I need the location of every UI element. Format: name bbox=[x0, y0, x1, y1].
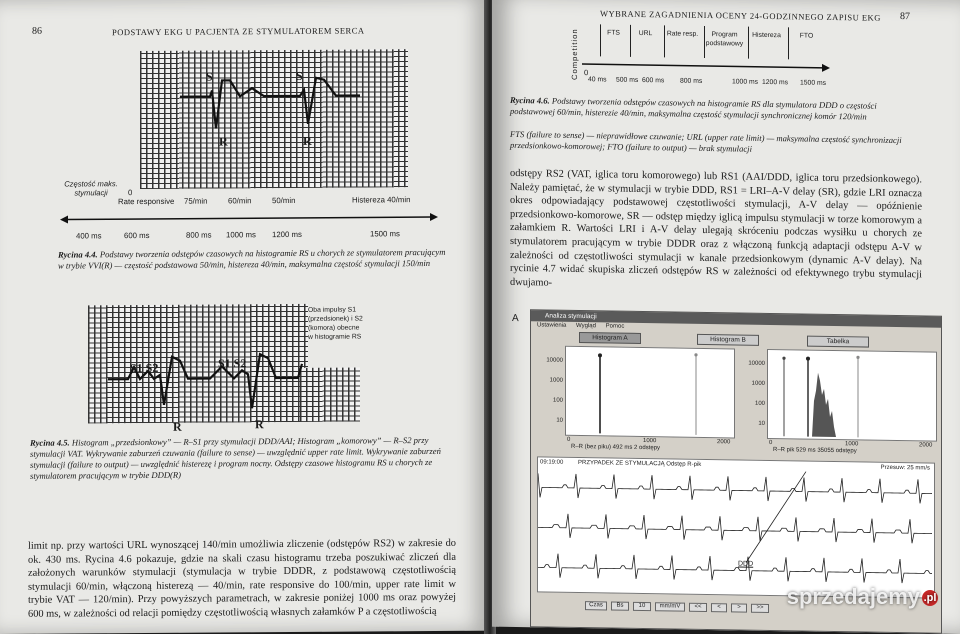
running-header-right: WYBRANE ZAGADNIENIA OCENY 24-GODZINNEGO ZAPISU EKG bbox=[600, 8, 881, 23]
fig44-rate-label: Rate responsive bbox=[118, 196, 175, 207]
left-hist-ytick: 100 bbox=[552, 397, 563, 404]
fig46-ms-tick: 500 ms bbox=[616, 76, 639, 84]
fig46-ms-tick: 800 ms bbox=[680, 77, 703, 85]
fig46-box-label: Rate resp. bbox=[664, 25, 700, 58]
left-hist-ytick: 10000 bbox=[546, 357, 563, 364]
fig44-ms-tick: 800 ms bbox=[186, 230, 212, 240]
ecg-time: 09:19:00 bbox=[540, 459, 564, 466]
fig46-caption2: FTS (failure to sense) — nieprawidłowe czuwanie; URL (upper rate limit) — maksymalna częstość synchronizacji przedsionkowo-komorowej; FTO (failure to output) — brak stymulacji bbox=[510, 128, 902, 154]
fig45-caption-text: Histogram „przedsionkowy” — R–S1 przy stymulacji DDD/AAI; Histogram „komorowy” — R–S2 przy stymulacji VAT. Wykrywanie zaburzeń czuwania (failure to sense) — uwzględnić upper rate limit. Wykrywanie zaburzeń stymulacji (failure to output) — uwzględnić histerezę i program nocny. Odstępy czasowe histogramu RS u chorych ze stymulatorem pracującym w trybie DDD(R) bbox=[30, 435, 441, 481]
ecg-header-right: Przesuw: 25 mm/s bbox=[880, 464, 930, 472]
ctrl-bs-button[interactable]: Bs bbox=[611, 602, 629, 611]
right-hist-xtick: 0 bbox=[769, 439, 773, 447]
fig45-s1s2-b: S1 S2 bbox=[218, 356, 247, 371]
fig44-axis-title: Częstość maks. stymulacji bbox=[64, 179, 118, 198]
left-hist-stat: R–R (bez piku) 492 ms 2 odstępy bbox=[571, 443, 661, 452]
fig46-caption bbox=[510, 95, 920, 123]
fig44-ms-tick: 600 ms bbox=[124, 230, 150, 241]
fig44-rate-label: Histereza 40/min bbox=[352, 195, 411, 205]
menu-item-wyglad[interactable]: Wygląd bbox=[576, 322, 596, 330]
fig45-r1-label: R bbox=[173, 419, 182, 434]
fig44-ms-tick: 1500 ms bbox=[370, 229, 400, 239]
ctrl-gain-button[interactable]: 10 bbox=[633, 602, 651, 611]
menu-item-ustawienia[interactable]: Ustawienia bbox=[537, 322, 567, 329]
watermark-tld: .pl bbox=[923, 592, 937, 605]
fig45-legend: Oba impulsy S1 (przedsionek) i S2 (komora) obecne w histogramie RS bbox=[308, 306, 363, 341]
fig44-ecg-trace bbox=[140, 49, 408, 189]
fig46-time-axis bbox=[582, 54, 832, 78]
ecg-trace-line bbox=[538, 473, 932, 503]
right-hist-ytick: 10 bbox=[758, 420, 765, 427]
fig45-r2-label: R bbox=[255, 417, 264, 432]
fig44-ms-tick: 1200 ms bbox=[272, 229, 302, 240]
ctrl-units-button[interactable]: mm/mV bbox=[655, 602, 685, 611]
fig46-ms-tick: 40 ms bbox=[588, 76, 607, 84]
ecg-trace-line bbox=[538, 553, 932, 583]
ctrl-next-button[interactable]: > bbox=[731, 603, 747, 612]
fig45-s1s2-a: S1 S2 bbox=[130, 360, 159, 376]
fig46-ms-tick: 1500 ms bbox=[800, 79, 827, 87]
watermark-text: sprzedajemy bbox=[786, 584, 920, 609]
fig44-r2-label: R bbox=[303, 133, 312, 148]
right-hist-ytick: 1000 bbox=[751, 380, 765, 387]
left-hist-yticks bbox=[535, 350, 563, 430]
ctrl-czas-button[interactable]: Czas bbox=[585, 601, 607, 610]
running-header-left: PODSTAWY EKG U PACJENTA ZE STYMULATOREM SERCA bbox=[112, 25, 365, 38]
histogram-left-plot bbox=[566, 347, 734, 438]
right-hist-xtick: 2000 bbox=[919, 442, 933, 449]
fig46-ms-tick: 1200 ms bbox=[762, 78, 789, 87]
ecg-strip-panel bbox=[537, 456, 935, 598]
right-hist-stat: R–R pik 529 ms 35055 odstępy bbox=[773, 447, 857, 455]
fig44-s1-label: S bbox=[206, 69, 213, 84]
ctrl-prev-button[interactable]: < bbox=[711, 603, 727, 612]
fig46-box-label: FTO bbox=[788, 27, 824, 60]
left-hist-ytick: 10 bbox=[556, 417, 563, 424]
left-body-text: limit np. przy wartości URL wynoszącej 140/min umożliwia zliczenie (odstępów RS2) w zakresie do ok. 430 ms. Rycina 4.6 pokazuje, gdzie na skali czasu histogramu trzeba poszukiwać zliczeń dla założonych warunków stymulacji (stymulacja w trybie DDDR, z podstawową częstotliwością stymulacji 60/min, włączoną histerezą — 40/min, rate responsive do 100/min, upper rate limit w trybie VAT — 120/min). Przy powyższych parametrach, w zakresie poniżej 1000 ms oraz powyżej 600 ms, w zależności od relacji pomiędzy częstotliwością własnych załamków P a częstotliwością bbox=[28, 537, 456, 620]
fig46-box-label: FTS bbox=[600, 24, 626, 56]
right-hist-ytick: 100 bbox=[754, 400, 765, 407]
ecg-annotation: DDD bbox=[738, 560, 754, 568]
tab-histogram-a[interactable]: Histogram A bbox=[579, 332, 641, 344]
left-hist-xtick: 0 bbox=[567, 436, 571, 443]
right-page bbox=[492, 0, 960, 634]
fig46-box-label: Histereza bbox=[748, 27, 784, 60]
fig44-rate-label: 60/min bbox=[228, 196, 252, 206]
page-number-right: 87 bbox=[900, 11, 910, 23]
fig44-caption-label: Rycina 4.4. bbox=[58, 249, 98, 260]
page-number-left: 86 bbox=[32, 25, 42, 37]
fig44-caption-text: Podstawy tworzenia odstępów czasowych na histogramie RS u chorych ze stymulatorem pracującym w trybie VVI(R) — częstość podstawowa 50/min, histereza 40/min, maksymalna częstość stymulacji 150/min bbox=[58, 246, 446, 271]
histogram-left bbox=[565, 346, 735, 439]
fig44-zero: 0 bbox=[128, 188, 133, 198]
fig46-zero: 0 bbox=[584, 68, 589, 78]
fig44-ms-tick: 1000 ms bbox=[226, 230, 256, 240]
fig45-caption bbox=[30, 435, 450, 482]
left-hist-xtick: 2000 bbox=[717, 439, 731, 446]
ecg-header-label: PRZYPADEK ZE STYMULACJĄ Odstęp R-pik bbox=[578, 459, 702, 468]
fig46-ms-tick: 600 ms bbox=[642, 77, 665, 85]
fig46-box-label: Program podstawowy bbox=[704, 26, 744, 59]
fig46-box-label: URL bbox=[630, 25, 660, 57]
fig44-s2-label: S bbox=[296, 68, 303, 83]
ctrl-forward-button[interactable]: >> bbox=[751, 604, 769, 613]
panel-label-a: A bbox=[512, 312, 519, 325]
right-body-text: odstępy RS2 (VAT, iglica toru komorowego) lub RS1 (AAI/DDD, iglica toru przedsionkowego). Należy pamiętać, że w stymulacji w trybie DDD, RS1 = LRI–A-V delay (SR), gdzie LRI oznacza okres odpowiadający podstawowej częstotliwości stymulacji, A-V delay — opóźnienie przedsionkowo-komorowe, SR — odstęp między iglicą impulsu stymulacji w torze komorowym a załamkiem R. Wartości LRI i A-V delay ulegają skróceniu podczas wysiłku u chorych ze stymulatorem pracującym w trybie DDDR oraz z włączoną funkcją adaptacji odstępu A-V w zależności od częstotliwości stymulacji w kanale przedsionkowym (dynamic A-V delay). Na rycinie 4.7 widać skupiska zliczeń odstępów RS w zależności od efektywnego trybu stymulacji dwujamo- bbox=[510, 167, 922, 289]
left-hist-ytick: 1000 bbox=[549, 377, 563, 384]
ecg-trace-line bbox=[538, 513, 932, 543]
fig44-time-axis bbox=[60, 207, 440, 230]
ecg-traces bbox=[538, 464, 934, 597]
left-hist-xtick: 1000 bbox=[643, 438, 657, 445]
fig46-caption-text: Podstawy tworzenia odstępów czasowych na histogramie RS dla stymulatora DDD o częstości podstawowej 60/min, histerezie 40/min, maksymalna częstość stymulacji synchronicznej komór 120/min bbox=[510, 95, 877, 122]
right-hist-ytick: 10000 bbox=[748, 360, 765, 367]
window-title: Analiza stymulacji bbox=[531, 310, 941, 327]
ctrl-rewind-button[interactable]: << bbox=[689, 603, 707, 612]
fig44-caption bbox=[58, 247, 448, 272]
right-hist-yticks bbox=[737, 353, 765, 433]
fig44-ms-tick: 400 ms bbox=[76, 231, 102, 241]
tab-histogram-b[interactable]: Histogram B bbox=[697, 334, 759, 346]
fig44-rate-label: 75/min bbox=[184, 196, 208, 206]
right-hist-xtick: 1000 bbox=[845, 441, 859, 448]
histogram-right bbox=[767, 349, 937, 442]
fig46-caption-label: Rycina 4.6. bbox=[510, 94, 550, 106]
watermark bbox=[787, 584, 938, 610]
fig44-r1-label: R bbox=[219, 134, 228, 149]
histogram-right-plot bbox=[768, 350, 936, 441]
menu-item-pomoc[interactable]: Pomoc bbox=[605, 323, 625, 330]
fig44-rate-label: 50/min bbox=[272, 195, 296, 206]
fig45-caption-label: Rycina 4.5. bbox=[30, 437, 70, 448]
fig46-ms-tick: 1000 ms bbox=[732, 78, 759, 86]
fig46-vertical-label: Competition bbox=[570, 28, 579, 81]
tab-tabelka[interactable]: Tabelka bbox=[807, 336, 869, 348]
